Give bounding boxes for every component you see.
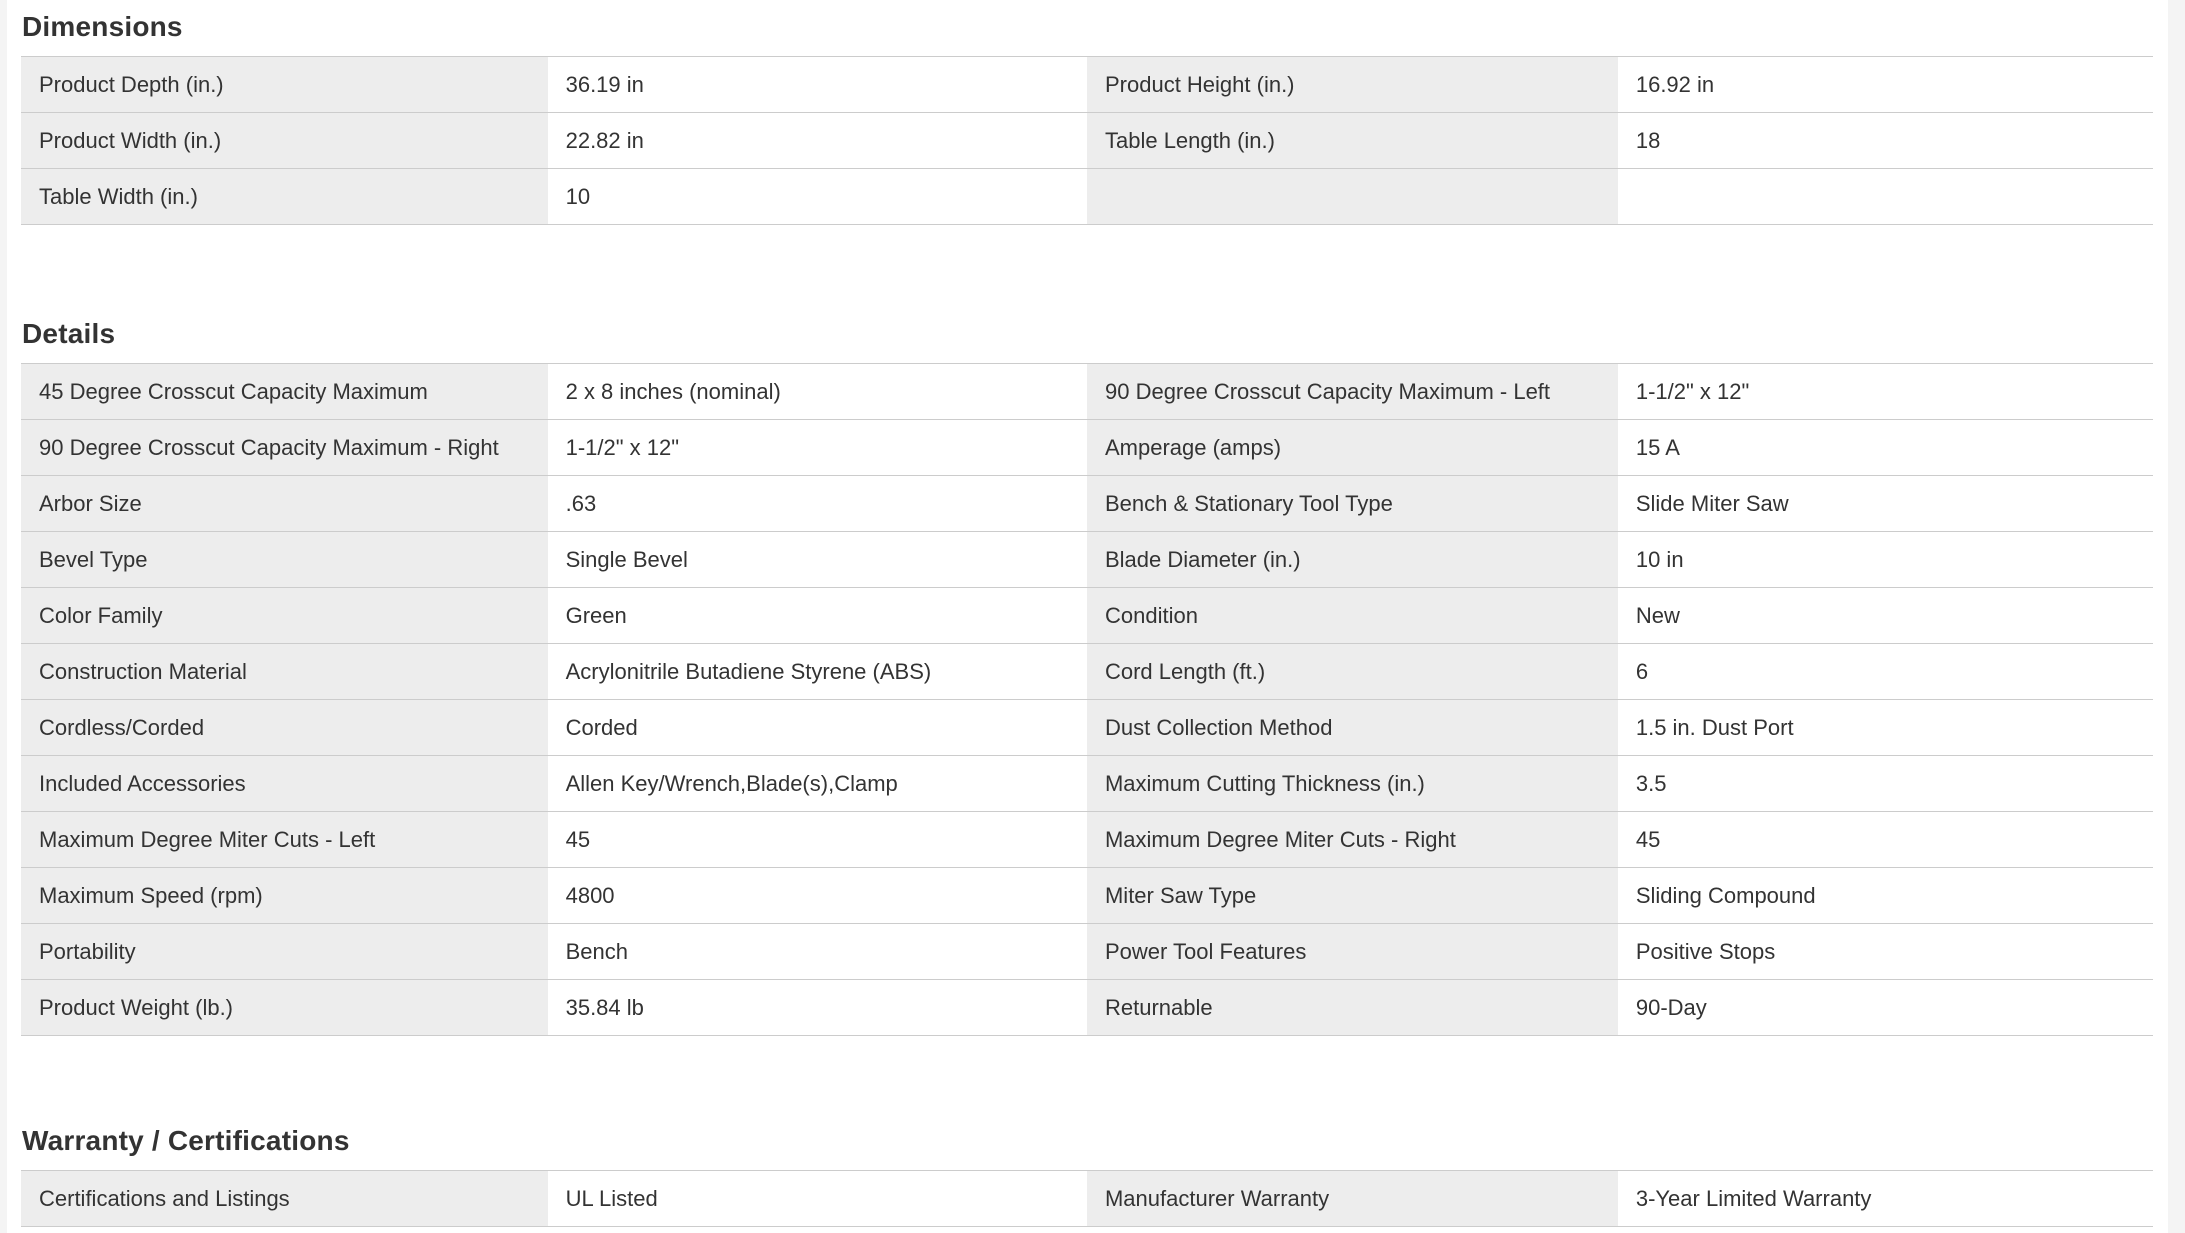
spec-label: Table Width (in.) [21,169,548,224]
section-title-details: Details [22,318,116,349]
spec-value: 90-Day [1618,980,2153,1035]
product-specifications-page [7,0,2168,1233]
spec-value: 6 [1618,644,2153,699]
spec-value: Sliding Compound [1618,868,2153,923]
spec-value: 1-1/2" x 12" [548,420,1087,475]
spec-row [21,699,2153,755]
spec-label: Arbor Size [21,476,548,531]
spec-row [21,475,2153,531]
spec-label: Cord Length (ft.) [1087,644,1618,699]
dimensions-table [21,56,2153,225]
spec-value: 2 x 8 inches (nominal) [548,364,1087,419]
spec-value: Single Bevel [548,532,1087,587]
section-warranty-certifications [21,1126,2153,1227]
spec-label: Power Tool Features [1087,924,1618,979]
spec-row [21,979,2153,1035]
spec-label: Certifications and Listings [21,1171,548,1226]
spec-label: Maximum Speed (rpm) [21,868,548,923]
spec-value: 15 A [1618,420,2153,475]
spec-value: 3-Year Limited Warranty [1618,1171,2153,1226]
spec-label: Construction Material [21,644,548,699]
spec-label: Bevel Type [21,532,548,587]
spec-label: Miter Saw Type [1087,868,1618,923]
spec-value: 1-1/2" x 12" [1618,364,2153,419]
spec-row [21,587,2153,643]
spec-row [21,57,2153,112]
spec-value: Positive Stops [1618,924,2153,979]
spec-label: Product Depth (in.) [21,57,548,112]
spec-label: Portability [21,924,548,979]
spec-value-empty [1618,169,2153,224]
spec-value: Allen Key/Wrench,Blade(s),Clamp [548,756,1087,811]
spec-label: Condition [1087,588,1618,643]
spec-value: 1.5 in. Dust Port [1618,700,2153,755]
section-title-warranty-certifications: Warranty / Certifications [22,1125,350,1156]
section-title-dimensions: Dimensions [22,11,183,42]
spec-value: Green [548,588,1087,643]
spec-row [21,531,2153,587]
spec-row [21,1171,2153,1226]
spec-row [21,755,2153,811]
spec-label: 45 Degree Crosscut Capacity Maximum [21,364,548,419]
spec-value: 4800 [548,868,1087,923]
details-table [21,363,2153,1036]
spec-value: Acrylonitrile Butadiene Styrene (ABS) [548,644,1087,699]
spec-label: 90 Degree Crosscut Capacity Maximum - Left [1087,364,1618,419]
section-dimensions [21,12,2153,225]
spec-value: .63 [548,476,1087,531]
spec-row [21,419,2153,475]
spec-row [21,643,2153,699]
spec-label: Cordless/Corded [21,700,548,755]
spec-label: Manufacturer Warranty [1087,1171,1618,1226]
spec-value: 18 [1618,113,2153,168]
spec-value: Bench [548,924,1087,979]
spec-label: Included Accessories [21,756,548,811]
spec-value: 22.82 in [548,113,1087,168]
spec-value: 45 [1618,812,2153,867]
spec-label: Amperage (amps) [1087,420,1618,475]
spec-row [21,168,2153,224]
spec-label: Returnable [1087,980,1618,1035]
spec-value: 10 [548,169,1087,224]
spec-value: 16.92 in [1618,57,2153,112]
spec-label: 90 Degree Crosscut Capacity Maximum - Right [21,420,548,475]
spec-label: Dust Collection Method [1087,700,1618,755]
spec-label: Product Width (in.) [21,113,548,168]
spec-label-empty [1087,169,1618,224]
spec-value: Slide Miter Saw [1618,476,2153,531]
spec-label: Maximum Degree Miter Cuts - Left [21,812,548,867]
spec-row [21,867,2153,923]
spec-value: Corded [548,700,1087,755]
spec-row [21,112,2153,168]
spec-label: Color Family [21,588,548,643]
spec-label: Bench & Stationary Tool Type [1087,476,1618,531]
spec-value: New [1618,588,2153,643]
spec-row [21,364,2153,419]
spec-value: 36.19 in [548,57,1087,112]
spec-value: 3.5 [1618,756,2153,811]
spec-label: Product Weight (lb.) [21,980,548,1035]
spec-label: Table Length (in.) [1087,113,1618,168]
spec-label: Blade Diameter (in.) [1087,532,1618,587]
spec-value: 45 [548,812,1087,867]
spec-value: 10 in [1618,532,2153,587]
spec-value: 35.84 lb [548,980,1087,1035]
spec-label: Maximum Cutting Thickness (in.) [1087,756,1618,811]
spec-row [21,811,2153,867]
warranty-table [21,1170,2153,1227]
spec-label: Maximum Degree Miter Cuts - Right [1087,812,1618,867]
spec-row [21,923,2153,979]
spec-value: UL Listed [548,1171,1087,1226]
section-details [21,319,2153,1036]
spec-label: Product Height (in.) [1087,57,1618,112]
